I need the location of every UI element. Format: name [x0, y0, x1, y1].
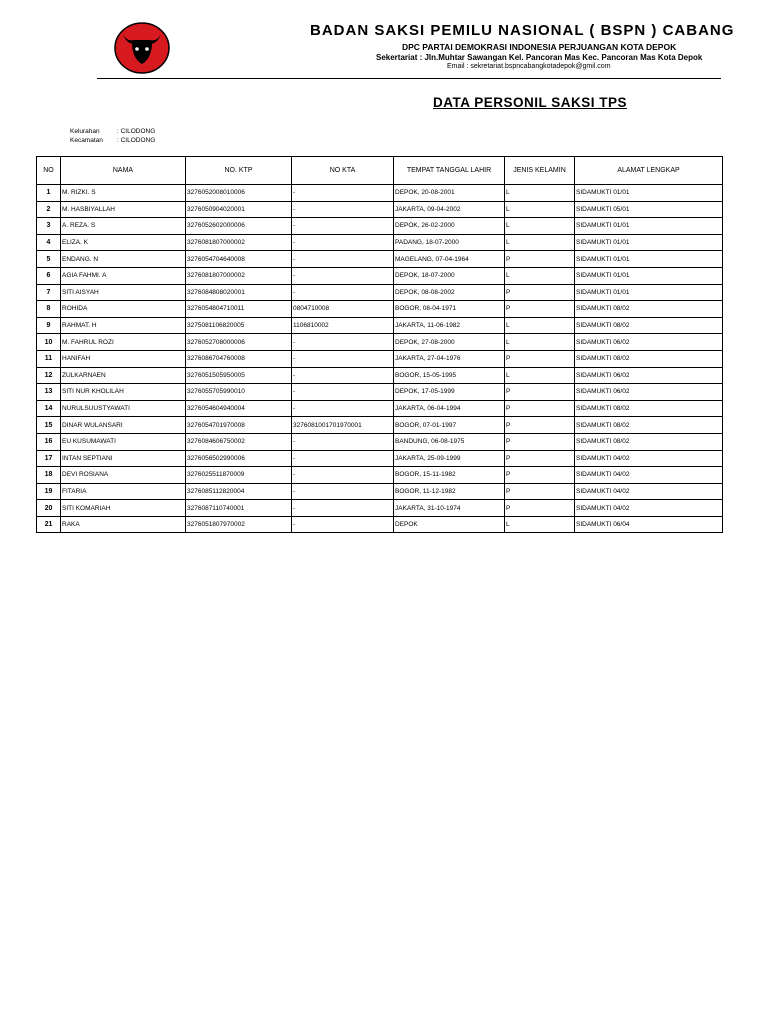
kta-cell: - [292, 284, 394, 301]
jenis-kelamin-cell: L [505, 516, 575, 533]
secretariat-address: Sekertariat : Jln.Muhtar Sawangan Kel. Pancoran Mas Kec. Pancoran Mas Kota Depok [376, 53, 703, 62]
kta-cell: - [292, 450, 394, 467]
kta-cell: - [292, 350, 394, 367]
kta-cell: 3276081001701970001 [292, 417, 394, 434]
ttl-cell: BOGOR, 07-01-1997 [394, 417, 505, 434]
ttl-cell: BOGOR, 15-11-1982 [394, 467, 505, 484]
nama-cell: SITI KOMARIAH [61, 500, 186, 517]
table-row [37, 400, 723, 417]
ttl-cell: DEPOK, 27-08-2000 [394, 334, 505, 351]
table-row [37, 185, 723, 202]
jenis-kelamin-cell: L [505, 334, 575, 351]
table-row [37, 384, 723, 401]
ttl-cell: PADANG, 18-07-2000 [394, 234, 505, 251]
alamat-cell: SIDAMUKTI 05/01 [575, 201, 723, 218]
no-cell: 6 [37, 267, 61, 284]
ttl-cell: BANDUNG, 06-08-1975 [394, 433, 505, 450]
alamat-cell: SIDAMUKTI 01/01 [575, 234, 723, 251]
nama-cell: ZULKARNAEN [61, 367, 186, 384]
kta-cell: - [292, 218, 394, 235]
kta-cell: - [292, 251, 394, 268]
table-row [37, 516, 723, 533]
jenis-kelamin-cell: P [505, 483, 575, 500]
ktp-cell: 3276050904020001 [186, 201, 292, 218]
kta-cell: - [292, 516, 394, 533]
column-header-jenis-kelamin: JENIS KELAMIN [505, 157, 575, 185]
alamat-cell: SIDAMUKTI 04/02 [575, 467, 723, 484]
ttl-cell: DEPOK, 20-08-2001 [394, 185, 505, 202]
jenis-kelamin-cell: L [505, 317, 575, 334]
nama-cell: EU KUSUMAWATI [61, 433, 186, 450]
alamat-cell: SIDAMUKTI 06/04 [575, 516, 723, 533]
no-cell: 2 [37, 201, 61, 218]
no-cell: 14 [37, 400, 61, 417]
bull-emblem-icon [114, 22, 170, 74]
table-row [37, 350, 723, 367]
kelurahan-value: : CILODONG [117, 128, 156, 135]
jenis-kelamin-cell: P [505, 384, 575, 401]
table-row [37, 367, 723, 384]
kta-cell: - [292, 201, 394, 218]
ktp-cell: 3276054704640008 [186, 251, 292, 268]
ktp-cell: 3276085112820004 [186, 483, 292, 500]
nama-cell: RAKA [61, 516, 186, 533]
no-cell: 18 [37, 467, 61, 484]
nama-cell: SITI AISYAH [61, 284, 186, 301]
alamat-cell: SIDAMUKTI 04/02 [575, 483, 723, 500]
kta-cell: 0804710008 [292, 301, 394, 318]
nama-cell: A. REZA. S [61, 218, 186, 235]
column-header-alamat: ALAMAT LENGKAP [575, 157, 723, 185]
ttl-cell: BOGOR, 15-05-1995 [394, 367, 505, 384]
jenis-kelamin-cell: P [505, 400, 575, 417]
column-header-ttl: TEMPAT TANGGAL LAHIR [394, 157, 505, 185]
kta-cell: - [292, 334, 394, 351]
table-row [37, 433, 723, 450]
party-logo [114, 22, 170, 74]
nama-cell: M. RIZKI. S [61, 185, 186, 202]
column-header-ktp: NO. KTP [186, 157, 292, 185]
table-body [37, 185, 723, 533]
no-cell: 15 [37, 417, 61, 434]
alamat-cell: SIDAMUKTI 01/01 [575, 251, 723, 268]
jenis-kelamin-cell: P [505, 284, 575, 301]
organization-title: BADAN SAKSI PEMILU NASIONAL ( BSPN ) CABANG [310, 22, 735, 39]
no-cell: 11 [37, 350, 61, 367]
kta-cell: 1106810002 [292, 317, 394, 334]
kelurahan-line [70, 128, 155, 135]
nama-cell: RAHMAT. H [61, 317, 186, 334]
nama-cell: M. HASBIYALLAH [61, 201, 186, 218]
nama-cell: FITARIA [61, 483, 186, 500]
no-cell: 16 [37, 433, 61, 450]
table-row [37, 301, 723, 318]
table-row [37, 267, 723, 284]
ktp-cell: 3276055705990010 [186, 384, 292, 401]
no-cell: 9 [37, 317, 61, 334]
table-row [37, 317, 723, 334]
column-header-kta: NO KTA [292, 157, 394, 185]
jenis-kelamin-cell: L [505, 185, 575, 202]
no-cell: 21 [37, 516, 61, 533]
alamat-cell: SIDAMUKTI 08/02 [575, 433, 723, 450]
kta-cell: - [292, 400, 394, 417]
ktp-cell: 3276051505950005 [186, 367, 292, 384]
header-row [37, 157, 723, 185]
nama-cell: ENDANG. N [61, 251, 186, 268]
nama-cell: M. FAHRUL ROZI [61, 334, 186, 351]
ttl-cell: DEPOK [394, 516, 505, 533]
kecamatan-label: Kecamatan [70, 137, 103, 144]
table-row [37, 234, 723, 251]
document-title: DATA PERSONIL SAKSI TPS [433, 95, 628, 110]
alamat-cell: SIDAMUKTI 01/01 [575, 185, 723, 202]
party-subtitle: DPC PARTAI DEMOKRASI INDONESIA PERJUANGAN KOTA DEPOK [402, 42, 677, 52]
ttl-cell: JAKARTA, 31-10-1974 [394, 500, 505, 517]
no-cell: 7 [37, 284, 61, 301]
jenis-kelamin-cell: L [505, 367, 575, 384]
alamat-cell: SIDAMUKTI 04/02 [575, 450, 723, 467]
jenis-kelamin-cell: P [505, 433, 575, 450]
ttl-cell: DEPOK, 26-02-2000 [394, 218, 505, 235]
table-row [37, 483, 723, 500]
ttl-cell: DEPOK, 08-08-2002 [394, 284, 505, 301]
jenis-kelamin-cell: P [505, 467, 575, 484]
table-row [37, 467, 723, 484]
no-cell: 19 [37, 483, 61, 500]
alamat-cell: SIDAMUKTI 01/01 [575, 218, 723, 235]
column-header-nama: NAMA [61, 157, 186, 185]
ktp-cell: 3276054604940004 [186, 400, 292, 417]
no-cell: 5 [37, 251, 61, 268]
no-cell: 1 [37, 185, 61, 202]
kta-cell: - [292, 483, 394, 500]
alamat-cell: SIDAMUKTI 06/02 [575, 334, 723, 351]
alamat-cell: SIDAMUKTI 08/02 [575, 317, 723, 334]
table-row [37, 218, 723, 235]
ktp-cell: 3276052708000006 [186, 334, 292, 351]
ttl-cell: DEPOK, 18-07-2000 [394, 267, 505, 284]
kta-cell: - [292, 433, 394, 450]
jenis-kelamin-cell: P [505, 417, 575, 434]
table-row [37, 201, 723, 218]
table-row [37, 284, 723, 301]
ttl-cell: BOGOR, 11-12-1982 [394, 483, 505, 500]
alamat-cell: SIDAMUKTI 06/02 [575, 367, 723, 384]
no-cell: 10 [37, 334, 61, 351]
ttl-cell: JAKARTA, 09-04-2002 [394, 201, 505, 218]
jenis-kelamin-cell: L [505, 218, 575, 235]
ttl-cell: MAGELANG, 07-04-1964 [394, 251, 505, 268]
ttl-cell: JAKARTA, 27-04-1976 [394, 350, 505, 367]
alamat-cell: SIDAMUKTI 08/02 [575, 301, 723, 318]
table-row [37, 500, 723, 517]
alamat-cell: SIDAMUKTI 04/02 [575, 500, 723, 517]
ktp-cell: 3276084808020001 [186, 284, 292, 301]
ktp-cell: 3276086704760008 [186, 350, 292, 367]
ktp-cell: 3276056502990006 [186, 450, 292, 467]
alamat-cell: SIDAMUKTI 08/02 [575, 350, 723, 367]
kta-cell: - [292, 267, 394, 284]
kta-cell: - [292, 500, 394, 517]
jenis-kelamin-cell: L [505, 201, 575, 218]
ktp-cell: 3276054804710011 [186, 301, 292, 318]
jenis-kelamin-cell: P [505, 251, 575, 268]
ttl-cell: BOGOR, 08-04-1971 [394, 301, 505, 318]
jenis-kelamin-cell: P [505, 301, 575, 318]
kelurahan-label: Kelurahan [70, 128, 100, 135]
alamat-cell: SIDAMUKTI 01/01 [575, 267, 723, 284]
alamat-cell: SIDAMUKTI 08/02 [575, 400, 723, 417]
ttl-cell: JAKARTA, 06-04-1994 [394, 400, 505, 417]
kta-cell: - [292, 234, 394, 251]
ktp-cell: 3275081106820005 [186, 317, 292, 334]
table-row [37, 450, 723, 467]
alamat-cell: SIDAMUKTI 08/02 [575, 417, 723, 434]
jenis-kelamin-cell: L [505, 267, 575, 284]
ktp-cell: 3276052602000006 [186, 218, 292, 235]
nama-cell: INTAN SEPTIANI [61, 450, 186, 467]
alamat-cell: SIDAMUKTI 01/01 [575, 284, 723, 301]
ktp-cell: 3276081807000002 [186, 267, 292, 284]
ktp-cell: 3276051807970002 [186, 516, 292, 533]
table-row [37, 417, 723, 434]
column-header-no: NO [37, 157, 61, 185]
nama-cell: DINAR WULANSARI [61, 417, 186, 434]
no-cell: 20 [37, 500, 61, 517]
no-cell: 8 [37, 301, 61, 318]
ttl-cell: JAKARTA, 11-06-1982 [394, 317, 505, 334]
nama-cell: SITI NUR KHOLILAH [61, 384, 186, 401]
ktp-cell: 3276025511870009 [186, 467, 292, 484]
ktp-cell: 3276054701970008 [186, 417, 292, 434]
no-cell: 13 [37, 384, 61, 401]
header-divider [97, 78, 721, 79]
kecamatan-value: : CILODONG [117, 137, 156, 144]
ktp-cell: 3276052008010006 [186, 185, 292, 202]
ktp-cell: 3276087110740001 [186, 500, 292, 517]
nama-cell: ROHIDA [61, 301, 186, 318]
table-row [37, 251, 723, 268]
no-cell: 17 [37, 450, 61, 467]
nama-cell: NURULSUUSTYAWATI [61, 400, 186, 417]
kta-cell: - [292, 384, 394, 401]
ktp-cell: 3276081807000002 [186, 234, 292, 251]
email-line: Email : sekretariat.bspncabangkotadepok@gmil.com [447, 63, 611, 70]
jenis-kelamin-cell: P [505, 500, 575, 517]
ttl-cell: DEPOK, 17-05-1999 [394, 384, 505, 401]
no-cell: 3 [37, 218, 61, 235]
table-row [37, 334, 723, 351]
personnel-table [36, 156, 723, 533]
kta-cell: - [292, 185, 394, 202]
kta-cell: - [292, 467, 394, 484]
nama-cell: ELIZA. K [61, 234, 186, 251]
kecamatan-line [70, 137, 155, 144]
nama-cell: HANIFAH [61, 350, 186, 367]
nama-cell: DEVI ROSIANA [61, 467, 186, 484]
jenis-kelamin-cell: P [505, 350, 575, 367]
table-header [37, 157, 723, 185]
kta-cell: - [292, 367, 394, 384]
nama-cell: AGIA FAHMI. A [61, 267, 186, 284]
no-cell: 4 [37, 234, 61, 251]
no-cell: 12 [37, 367, 61, 384]
ktp-cell: 3276084606750002 [186, 433, 292, 450]
alamat-cell: SIDAMUKTI 06/02 [575, 384, 723, 401]
jenis-kelamin-cell: P [505, 450, 575, 467]
jenis-kelamin-cell: L [505, 234, 575, 251]
ttl-cell: JAKARTA, 25-09-1999 [394, 450, 505, 467]
